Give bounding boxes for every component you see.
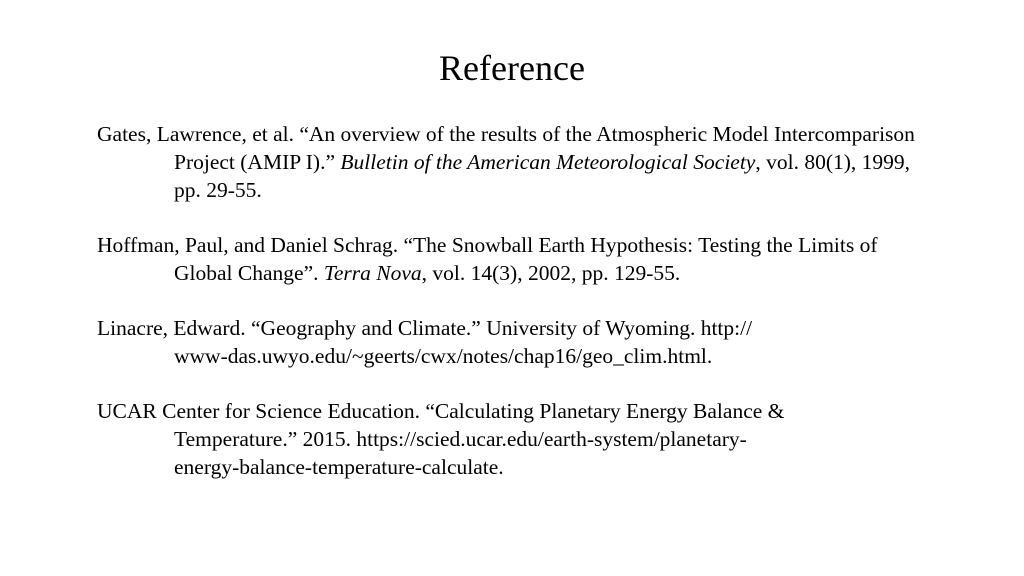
- reference-details: , vol. 80(1), 1999, pp. 29-55.: [174, 150, 911, 202]
- slide-title: Reference: [439, 48, 585, 88]
- reference-text: Linacre, Edward. “Geography and Climate.” University of Wyoming. http://: [97, 316, 753, 340]
- reference-text: UCAR Center for Science Education. “Calculating Planetary Energy Balance &: [97, 399, 785, 423]
- reference-text-continued: Temperature.” 2015. https://scied.ucar.edu/earth-system/planetary-: [174, 427, 747, 451]
- reference-item-linacre: [97, 314, 937, 370]
- reference-url: energy-balance-temperature-calculate.: [174, 455, 504, 479]
- reference-url: www-das.uwyo.edu/~geerts/cwx/notes/chap16/geo_clim.html.: [174, 344, 713, 368]
- reference-text: Gates, Lawrence, et al. “An overview of the results of the Atmospheric Model Intercomparison Project (AMIP I).”: [97, 122, 915, 174]
- reference-item-gates: [97, 120, 937, 204]
- reference-details: , vol. 14(3), 2002, pp. 129-55.: [421, 261, 681, 285]
- reference-item-hoffman: [97, 231, 937, 287]
- reference-journal: Bulletin of the American Meteorological Society: [340, 150, 756, 174]
- reference-journal: Terra Nova: [323, 261, 422, 285]
- reference-item-ucar: [97, 397, 937, 481]
- reference-list: [97, 120, 937, 508]
- reference-text: Hoffman, Paul, and Daniel Schrag. “The Snowball Earth Hypothesis: Testing the Limits of Global Change”.: [97, 233, 878, 285]
